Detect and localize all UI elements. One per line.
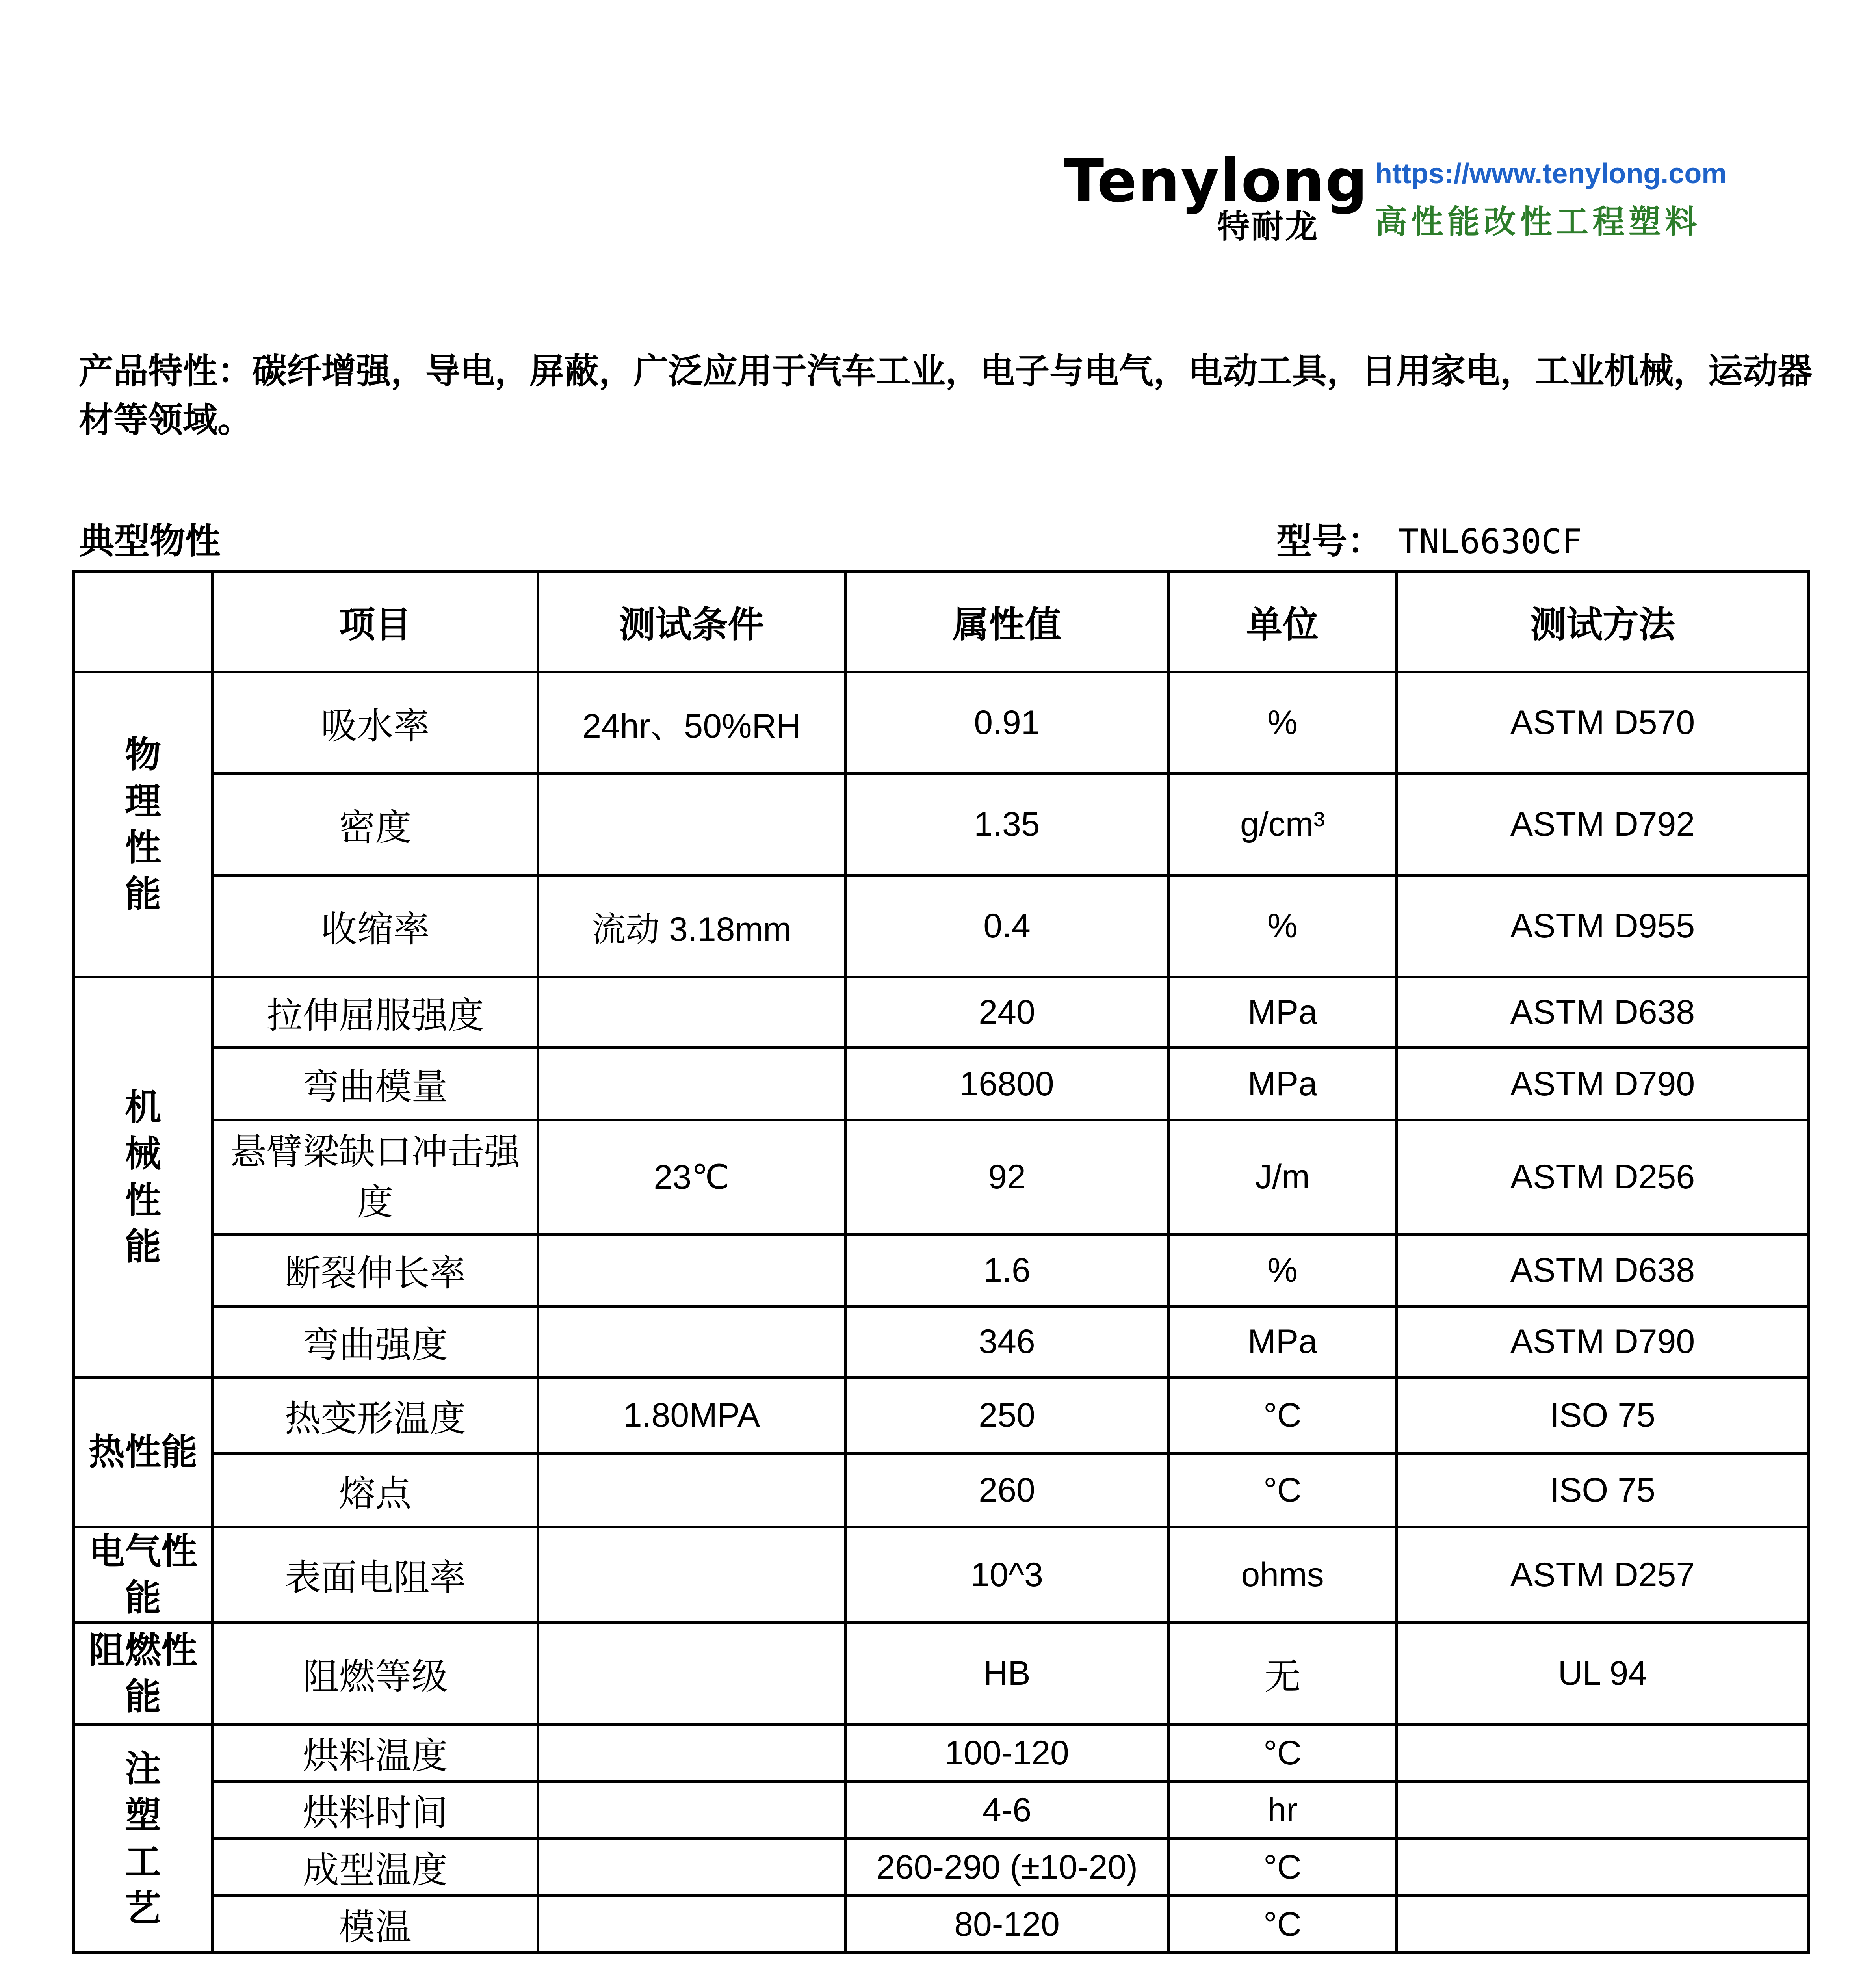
- cell-condition: [538, 1623, 845, 1725]
- cell-item: 断裂伸长率: [213, 1234, 538, 1307]
- model-line: [1276, 512, 1582, 563]
- cell-unit: °C: [1169, 1377, 1397, 1454]
- cell-value: 1.35: [845, 774, 1169, 875]
- cell-unit: °C: [1169, 1896, 1397, 1953]
- cell-item: 热变形温度: [213, 1377, 538, 1454]
- cell-unit: MPa: [1169, 1307, 1397, 1377]
- cell-value: 260: [845, 1454, 1169, 1527]
- cell-method: UL 94: [1397, 1623, 1809, 1725]
- table-header-row: [74, 572, 1809, 672]
- cell-value: 92: [845, 1120, 1169, 1234]
- section-title: 典型物性: [79, 520, 221, 562]
- cell-condition: [538, 1896, 845, 1953]
- cell-unit: ohms: [1169, 1527, 1397, 1623]
- cell-item: 弯曲强度: [213, 1307, 538, 1377]
- table-row: [74, 875, 1809, 977]
- properties-table: [72, 570, 1810, 1954]
- cell-condition: [538, 1454, 845, 1527]
- cell-item: 模温: [213, 1896, 538, 1953]
- cell-item: 悬臂梁缺口冲击强度: [213, 1120, 538, 1234]
- table-row: [74, 1725, 1809, 1782]
- table-row: [74, 672, 1809, 774]
- cell-method: ASTM D638: [1397, 977, 1809, 1048]
- group-physical: 物 理 性 能: [74, 672, 213, 977]
- table-row: [74, 1120, 1809, 1234]
- header-item: 项目: [213, 572, 538, 672]
- cell-item: 烘料温度: [213, 1725, 538, 1782]
- cell-condition: [538, 1527, 845, 1623]
- cell-method: ISO 75: [1397, 1454, 1809, 1527]
- brand-cn: 特耐龙: [1217, 208, 1319, 245]
- cell-item: 成型温度: [213, 1839, 538, 1896]
- table-row: [74, 1377, 1809, 1454]
- cell-method: ASTM D638: [1397, 1234, 1809, 1307]
- cell-value: 260-290 (±10-20): [845, 1839, 1169, 1896]
- table-row: [74, 1234, 1809, 1307]
- cell-method: [1397, 1896, 1809, 1953]
- slogan: 高性能改性工程塑料: [1375, 203, 1701, 241]
- table-row: [74, 1307, 1809, 1377]
- table-row: [74, 1454, 1809, 1527]
- cell-value: HB: [845, 1623, 1169, 1725]
- cell-unit: 无: [1169, 1623, 1397, 1725]
- cell-item: 吸水率: [213, 672, 538, 774]
- cell-value: 346: [845, 1307, 1169, 1377]
- header-method: 测试方法: [1397, 572, 1809, 672]
- cell-condition: [538, 774, 845, 875]
- cell-method: [1397, 1782, 1809, 1839]
- group-mechanical: 机 械 性 能: [74, 977, 213, 1377]
- group-flame: 阻燃性能: [74, 1623, 213, 1725]
- cell-unit: MPa: [1169, 1048, 1397, 1120]
- cell-method: [1397, 1725, 1809, 1782]
- cell-item: 熔点: [213, 1454, 538, 1527]
- model-label: 型号：: [1276, 520, 1383, 562]
- cell-condition: [538, 1839, 845, 1896]
- cell-value: 1.6: [845, 1234, 1169, 1307]
- cell-condition: 23℃: [538, 1120, 845, 1234]
- cell-method: ISO 75: [1397, 1377, 1809, 1454]
- header: [1064, 147, 1773, 245]
- cell-unit: %: [1169, 875, 1397, 977]
- cell-item: 密度: [213, 774, 538, 875]
- group-molding: 注 塑 工 艺: [74, 1725, 213, 1953]
- cell-condition: [538, 1307, 845, 1377]
- header-value: 属性值: [845, 572, 1169, 672]
- cell-item: 烘料时间: [213, 1782, 538, 1839]
- cell-value: 4-6: [845, 1782, 1169, 1839]
- cell-method: ASTM D790: [1397, 1307, 1809, 1377]
- cell-value: 100-120: [845, 1725, 1169, 1782]
- cell-unit: °C: [1169, 1454, 1397, 1527]
- cell-condition: [538, 977, 845, 1048]
- cell-item: 阻燃等级: [213, 1623, 538, 1725]
- table-row: [74, 977, 1809, 1048]
- cell-value: 240: [845, 977, 1169, 1048]
- group-thermal: 热性能: [74, 1377, 213, 1527]
- website-url[interactable]: https://www.tenylong.com: [1375, 158, 1727, 190]
- table-row: [74, 1896, 1809, 1953]
- product-intro: 产品特性：碳纤增强，导电，屏蔽，广泛应用于汽车工业，电子与电气，电动工具，日用家电，工业机械，运动器材等领域。: [79, 351, 1813, 440]
- table-row: [74, 1048, 1809, 1120]
- cell-unit: °C: [1169, 1839, 1397, 1896]
- cell-method: ASTM D256: [1397, 1120, 1809, 1234]
- header-blank: [74, 572, 213, 672]
- brand-logo: Tenylong: [1064, 147, 1369, 216]
- cell-method: ASTM D792: [1397, 774, 1809, 875]
- cell-method: ASTM D257: [1397, 1527, 1809, 1623]
- cell-method: ASTM D570: [1397, 672, 1809, 774]
- cell-item: 表面电阻率: [213, 1527, 538, 1623]
- cell-condition: 1.80MPA: [538, 1377, 845, 1454]
- cell-method: ASTM D790: [1397, 1048, 1809, 1120]
- cell-condition: 流动 3.18mm: [538, 875, 845, 977]
- table-row: [74, 1623, 1809, 1725]
- cell-value: 16800: [845, 1048, 1169, 1120]
- cell-value: 0.4: [845, 875, 1169, 977]
- cell-unit: J/m: [1169, 1120, 1397, 1234]
- cell-condition: [538, 1782, 845, 1839]
- cell-item: 弯曲模量: [213, 1048, 538, 1120]
- cell-unit: °C: [1169, 1725, 1397, 1782]
- model-value: TNL6630CF: [1399, 522, 1582, 561]
- cell-value: 10^3: [845, 1527, 1169, 1623]
- cell-unit: %: [1169, 1234, 1397, 1307]
- cell-method: ASTM D955: [1397, 875, 1809, 977]
- cell-condition: [538, 1725, 845, 1782]
- cell-value: 80-120: [845, 1896, 1169, 1953]
- table-row: [74, 1839, 1809, 1896]
- cell-condition: [538, 1048, 845, 1120]
- header-condition: 测试条件: [538, 572, 845, 672]
- cell-unit: MPa: [1169, 977, 1397, 1048]
- cell-condition: 24hr、50%RH: [538, 672, 845, 774]
- cell-unit: %: [1169, 672, 1397, 774]
- group-electrical: 电气性能: [74, 1527, 213, 1623]
- cell-method: [1397, 1839, 1809, 1896]
- cell-value: 0.91: [845, 672, 1169, 774]
- table-row: [74, 774, 1809, 875]
- header-unit: 单位: [1169, 572, 1397, 672]
- cell-item: 收缩率: [213, 875, 538, 977]
- table-row: [74, 1782, 1809, 1839]
- table-row: [74, 1527, 1809, 1623]
- cell-unit: hr: [1169, 1782, 1397, 1839]
- cell-value: 250: [845, 1377, 1169, 1454]
- cell-condition: [538, 1234, 845, 1307]
- cell-unit: g/cm³: [1169, 774, 1397, 875]
- cell-item: 拉伸屈服强度: [213, 977, 538, 1048]
